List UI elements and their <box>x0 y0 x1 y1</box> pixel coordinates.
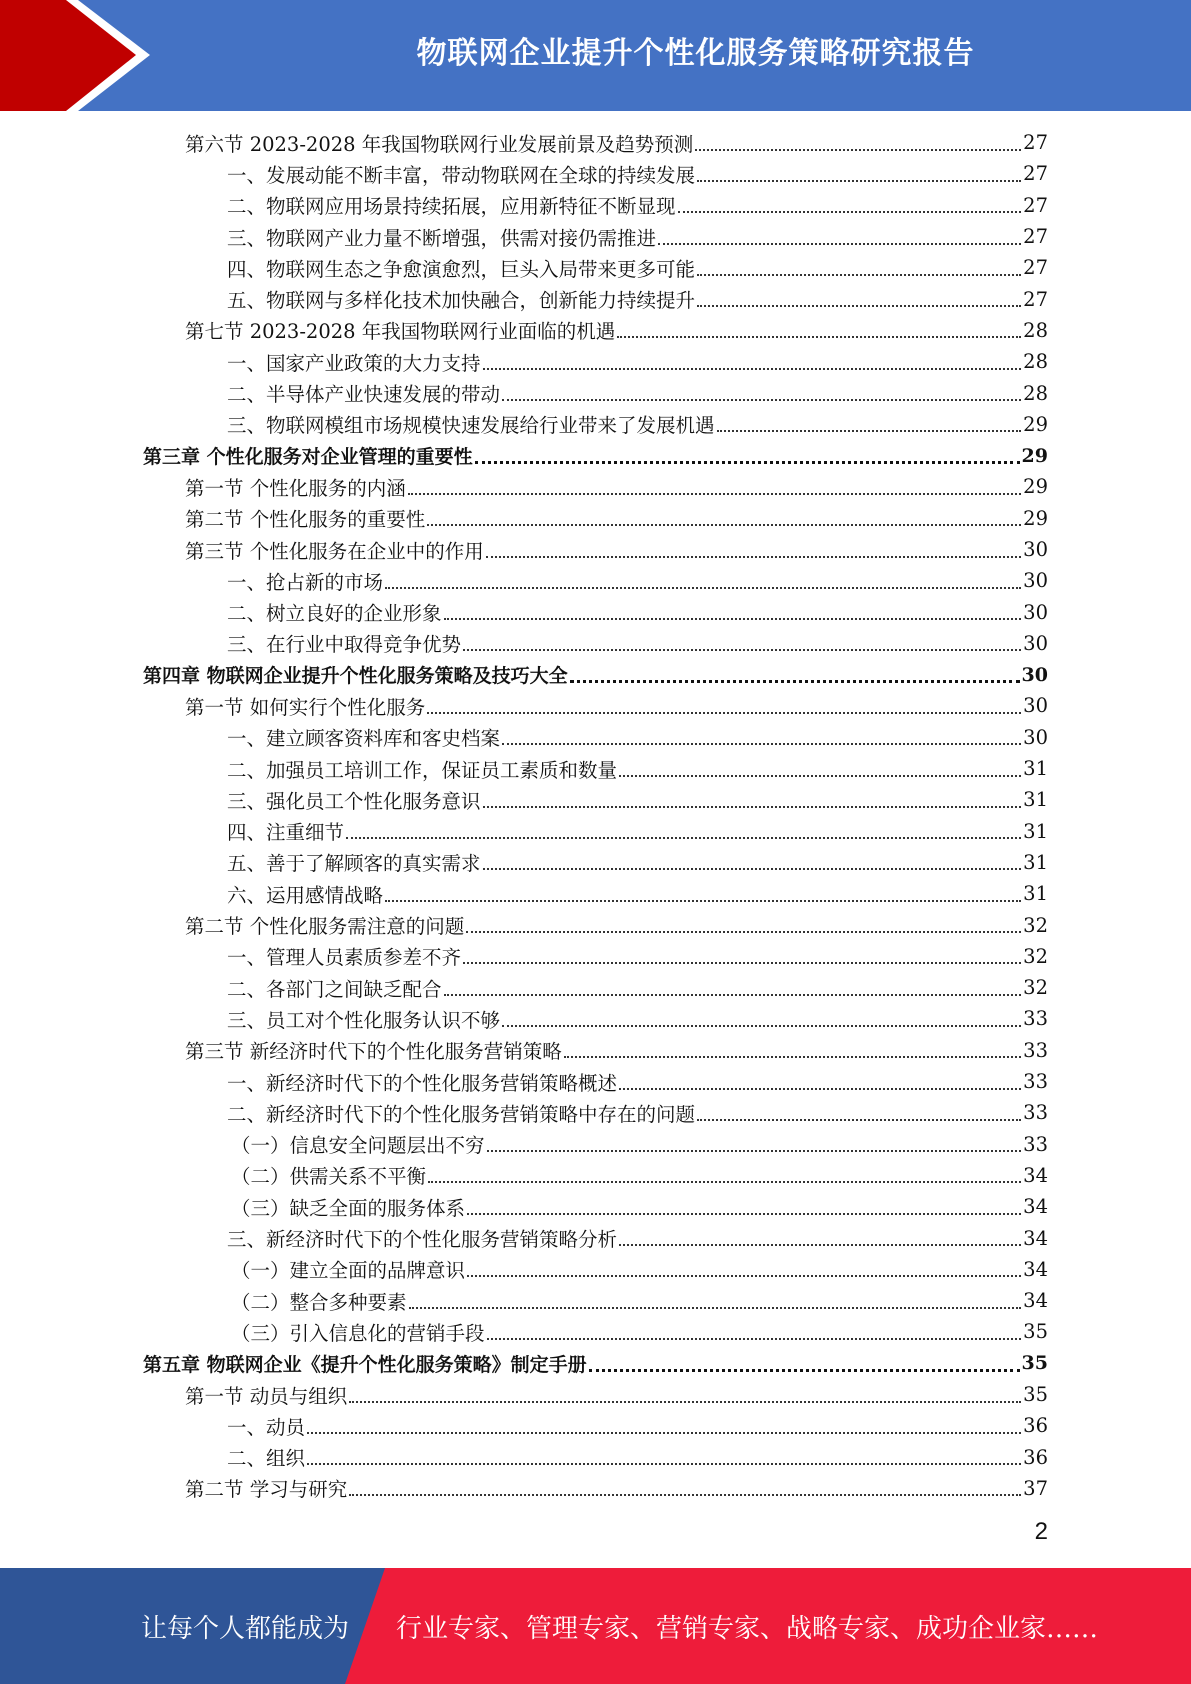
toc-entry-title: 五、物联网与多样化技术加快融合，创新能力持续提升 <box>227 289 696 313</box>
toc-entry-page: 34 <box>1023 1289 1048 1313</box>
toc-dot-leader <box>658 243 1021 245</box>
toc-entry-page: 31 <box>1023 757 1048 781</box>
page-footer <box>0 1568 1191 1684</box>
toc-entry-page: 33 <box>1023 1038 1048 1062</box>
toc-dot-leader <box>697 305 1021 307</box>
toc-entry-page: 29 <box>1023 475 1048 499</box>
toc-entry[interactable] <box>143 1473 1048 1504</box>
toc-dot-leader <box>466 931 1021 933</box>
toc-entry[interactable] <box>143 1129 1048 1160</box>
toc-entry-page: 34 <box>1023 1257 1048 1281</box>
toc-entry-page: 27 <box>1023 193 1048 217</box>
toc-entry[interactable] <box>143 1035 1048 1066</box>
toc-entry-page: 33 <box>1023 1132 1048 1156</box>
toc-dot-leader <box>486 556 1021 558</box>
toc-dot-leader <box>483 806 1022 808</box>
toc-entry-page: 33 <box>1023 1070 1048 1094</box>
toc-entry-page: 34 <box>1023 1163 1048 1187</box>
toc-entry-title: 第二节 学习与研究 <box>185 1478 348 1502</box>
toc-entry-page: 35 <box>1023 1383 1048 1407</box>
footer-slogan-left: 让每个人都能成为 <box>141 1613 350 1644</box>
toc-entry[interactable] <box>143 252 1048 283</box>
toc-entry-title: 第三章 个性化服务对企业管理的重要性 <box>143 446 473 469</box>
toc-entry-title: 第三节 新经济时代下的个性化服务营销策略 <box>185 1040 562 1064</box>
toc-entry[interactable] <box>143 315 1048 346</box>
toc-entry-page: 30 <box>1023 538 1048 561</box>
toc-entry-title: 三、物联网模组市场规模快速发展给行业带来了发展机遇 <box>227 414 715 438</box>
toc-dot-leader <box>619 775 1021 777</box>
toc-entry-page: 27 <box>1023 131 1048 155</box>
toc-dot-leader <box>467 1213 1021 1215</box>
toc-entry-page: 27 <box>1023 287 1048 311</box>
toc-dot-leader <box>619 1244 1021 1246</box>
toc-entry-title: 二、半导体产业快速发展的带动 <box>227 383 501 407</box>
toc-entry-title: （一）建立全面的品牌意识 <box>231 1259 466 1283</box>
toc-dot-leader <box>564 1056 1021 1058</box>
toc-entry[interactable] <box>143 1316 1048 1347</box>
toc-dot-leader <box>697 274 1021 276</box>
toc-entry[interactable] <box>143 784 1048 815</box>
toc-entry[interactable] <box>143 1191 1048 1222</box>
toc-dot-leader <box>697 1119 1021 1121</box>
toc-entry-title: 二、新经济时代下的个性化服务营销策略中存在的问题 <box>227 1102 696 1126</box>
toc-entry-title: 四、注重细节 <box>227 821 345 845</box>
toc-entry[interactable] <box>143 346 1048 377</box>
toc-entry-page: 30 <box>1023 600 1048 624</box>
toc-entry[interactable] <box>143 1254 1048 1285</box>
toc-entry[interactable] <box>143 909 1048 940</box>
toc-entry[interactable] <box>143 1097 1048 1128</box>
toc-entry-page: 32 <box>1023 976 1048 1000</box>
toc-dot-leader <box>427 524 1021 526</box>
toc-dot-leader <box>487 1338 1022 1340</box>
toc-dot-leader <box>385 587 1021 589</box>
toc-dot-leader <box>346 837 1021 839</box>
toc-entry-page: 27 <box>1023 256 1048 280</box>
toc-entry-page: 33 <box>1023 1007 1048 1031</box>
toc-dot-leader <box>678 211 1022 213</box>
toc-entry-page: 35 <box>1023 1320 1048 1344</box>
table-of-contents <box>143 127 1048 1504</box>
toc-entry-page: 28 <box>1023 318 1048 342</box>
toc-entry[interactable] <box>143 690 1048 721</box>
toc-entry[interactable] <box>143 972 1048 1003</box>
toc-dot-leader <box>483 368 1022 370</box>
toc-entry[interactable] <box>143 753 1048 784</box>
toc-dot-leader <box>444 618 1022 620</box>
toc-entry[interactable] <box>143 283 1048 314</box>
toc-entry[interactable] <box>143 471 1048 502</box>
toc-entry[interactable] <box>143 534 1048 565</box>
toc-entry[interactable] <box>143 565 1048 596</box>
toc-entry-page: 31 <box>1023 819 1048 843</box>
toc-entry-title: 一、管理人员素质参差不齐 <box>227 946 462 970</box>
toc-entry-title: 三、强化员工个性化服务意识 <box>227 789 481 813</box>
toc-entry[interactable] <box>143 659 1048 690</box>
toc-entry-title: 三、新经济时代下的个性化服务营销策略分析 <box>227 1228 618 1252</box>
toc-dot-leader <box>589 1369 1020 1372</box>
toc-entry-title: （二）整合多种要素 <box>231 1290 407 1314</box>
toc-entry-title: 三、物联网产业力量不断增强，供需对接仍需推进 <box>227 226 657 250</box>
toc-entry-title: 一、国家产业政策的大力支持 <box>227 351 481 375</box>
toc-entry-page: 31 <box>1023 882 1048 906</box>
toc-dot-leader <box>483 868 1022 870</box>
toc-entry-page: 33 <box>1023 1101 1048 1125</box>
toc-entry-title: 二、树立良好的企业形象 <box>227 602 442 626</box>
toc-entry-title: 三、在行业中取得竞争优势 <box>227 633 462 657</box>
toc-entry-title: 第三节 个性化服务在企业中的作用 <box>185 539 484 563</box>
toc-entry-title: 二、加强员工培训工作，保证员工素质和数量 <box>227 758 618 782</box>
toc-entry-page: 30 <box>1023 694 1048 718</box>
toc-dot-leader <box>695 149 1021 151</box>
toc-dot-leader <box>502 399 1021 401</box>
toc-entry-title: 第五章 物联网企业《提升个性化服务策略》制定手册 <box>143 1353 587 1376</box>
toc-entry-title: 第一节 动员与组织 <box>185 1384 348 1408</box>
toc-entry-page: 32 <box>1023 913 1048 937</box>
toc-dot-leader <box>349 1401 1021 1403</box>
toc-entry-page: 28 <box>1023 350 1048 374</box>
toc-dot-leader <box>487 1150 1022 1152</box>
toc-entry-page: 37 <box>1023 1476 1048 1500</box>
toc-entry[interactable] <box>143 158 1048 189</box>
toc-dot-leader <box>428 1181 1021 1183</box>
toc-entry-page: 28 <box>1023 381 1048 405</box>
toc-entry[interactable] <box>143 1441 1048 1472</box>
toc-dot-leader <box>475 461 1020 464</box>
toc-entry[interactable] <box>143 847 1048 878</box>
toc-entry-page: 31 <box>1023 850 1048 874</box>
toc-entry-page: 34 <box>1023 1195 1048 1219</box>
toc-entry-title: （三）引入信息化的营销手段 <box>231 1321 485 1345</box>
toc-entry-title: 二、组织 <box>227 1447 306 1471</box>
toc-dot-leader <box>385 900 1021 902</box>
toc-entry-title: 一、新经济时代下的个性化服务营销策略概述 <box>227 1071 618 1095</box>
toc-entry[interactable] <box>143 941 1048 972</box>
toc-dot-leader <box>619 1088 1021 1090</box>
toc-entry[interactable] <box>143 1379 1048 1410</box>
toc-entry[interactable] <box>143 377 1048 408</box>
toc-entry-title: 第一节 如何实行个性化服务 <box>185 695 426 719</box>
toc-entry-page: 30 <box>1021 663 1048 686</box>
toc-entry[interactable] <box>143 1160 1048 1191</box>
header-arrow-decoration <box>0 0 200 111</box>
toc-dot-leader <box>502 743 1021 745</box>
toc-entry-title: （一）信息安全问题层出不穷 <box>231 1134 485 1158</box>
toc-dot-leader <box>408 493 1021 495</box>
toc-dot-leader <box>697 180 1021 182</box>
toc-entry-title: 第二节 个性化服务的重要性 <box>185 508 426 532</box>
page-number: 2 <box>1034 1518 1048 1545</box>
toc-entry-title: 第六节 2023-2028 年我国物联网行业发展前景及趋势预测 <box>185 132 694 156</box>
toc-entry[interactable] <box>143 1066 1048 1097</box>
toc-entry-page: 31 <box>1023 788 1048 812</box>
toc-entry-page: 36 <box>1023 1445 1048 1469</box>
toc-entry-page: 34 <box>1023 1226 1048 1250</box>
toc-dot-leader <box>467 1275 1021 1277</box>
footer-slogan-right: 行业专家、管理专家、营销专家、战略专家、成功企业家…… <box>396 1613 1099 1644</box>
toc-dot-leader <box>427 712 1021 714</box>
toc-dot-leader <box>717 430 1022 432</box>
toc-dot-leader <box>444 994 1022 996</box>
toc-entry[interactable] <box>143 190 1048 221</box>
toc-entry-page: 27 <box>1023 225 1048 249</box>
toc-entry[interactable] <box>143 816 1048 847</box>
toc-dot-leader <box>463 962 1021 964</box>
toc-entry[interactable] <box>143 1410 1048 1441</box>
toc-entry[interactable] <box>143 628 1048 659</box>
document-title: 物联网企业提升个性化服务策略研究报告 <box>416 36 975 71</box>
toc-entry[interactable] <box>143 722 1048 753</box>
toc-entry[interactable] <box>143 503 1048 534</box>
toc-entry-title: 二、物联网应用场景持续拓展，应用新特征不断显现 <box>227 195 676 219</box>
toc-dot-leader <box>570 680 1020 683</box>
toc-entry[interactable] <box>143 1348 1048 1379</box>
toc-entry-title: 六、运用感情战略 <box>227 883 384 907</box>
toc-entry-title: 三、员工对个性化服务认识不够 <box>227 1008 501 1032</box>
toc-entry-title: 一、发展动能不断丰富，带动物联网在全球的持续发展 <box>227 163 696 187</box>
toc-entry-page: 32 <box>1023 944 1048 968</box>
toc-entry[interactable] <box>143 596 1048 627</box>
toc-entry-page: 35 <box>1021 1352 1048 1375</box>
page-header <box>0 0 1191 111</box>
toc-dot-leader <box>617 336 1021 338</box>
toc-entry-title: 第二节 个性化服务需注意的问题 <box>185 915 465 939</box>
toc-entry[interactable] <box>143 878 1048 909</box>
toc-entry-title: 一、建立顾客资料库和客史档案 <box>227 727 501 751</box>
toc-entry[interactable] <box>143 127 1048 158</box>
toc-entry-title: 四、物联网生态之争愈演愈烈，巨头入局带来更多可能 <box>227 257 696 281</box>
toc-entry-title: （三）缺乏全面的服务体系 <box>231 1196 466 1220</box>
toc-entry-page: 29 <box>1023 412 1048 436</box>
toc-entry-title: 一、抢占新的市场 <box>227 570 384 594</box>
toc-dot-leader <box>409 1307 1022 1309</box>
toc-entry[interactable] <box>143 1003 1048 1034</box>
toc-entry-page: 29 <box>1023 506 1048 530</box>
toc-entry-page: 29 <box>1021 444 1048 467</box>
toc-entry[interactable] <box>143 409 1048 440</box>
toc-dot-leader <box>307 1463 1021 1465</box>
toc-entry[interactable] <box>143 221 1048 252</box>
toc-entry[interactable] <box>143 1285 1048 1316</box>
toc-entry-title: 一、动员 <box>227 1415 306 1439</box>
toc-entry-title: 二、各部门之间缺乏配合 <box>227 977 442 1001</box>
toc-dot-leader <box>463 649 1021 651</box>
toc-entry-title: 五、善于了解顾客的真实需求 <box>227 852 481 876</box>
toc-dot-leader <box>502 1025 1021 1027</box>
toc-entry[interactable] <box>143 1222 1048 1253</box>
toc-dot-leader <box>349 1494 1021 1496</box>
toc-entry-title: 第七节 2023-2028 年我国物联网行业面临的机遇 <box>185 320 616 344</box>
toc-entry-title: （二）供需关系不平衡 <box>231 1165 427 1189</box>
toc-entry-title: 第一节 个性化服务的内涵 <box>185 476 406 500</box>
toc-entry[interactable] <box>143 440 1048 471</box>
toc-entry-page: 30 <box>1023 569 1048 593</box>
toc-entry-page: 30 <box>1023 725 1048 749</box>
toc-entry-page: 36 <box>1023 1414 1048 1438</box>
toc-entry-page: 30 <box>1023 631 1048 655</box>
toc-entry-title: 第四章 物联网企业提升个性化服务策略及技巧大全 <box>143 665 568 688</box>
toc-entry-page: 27 <box>1023 162 1048 186</box>
toc-dot-leader <box>307 1432 1021 1434</box>
